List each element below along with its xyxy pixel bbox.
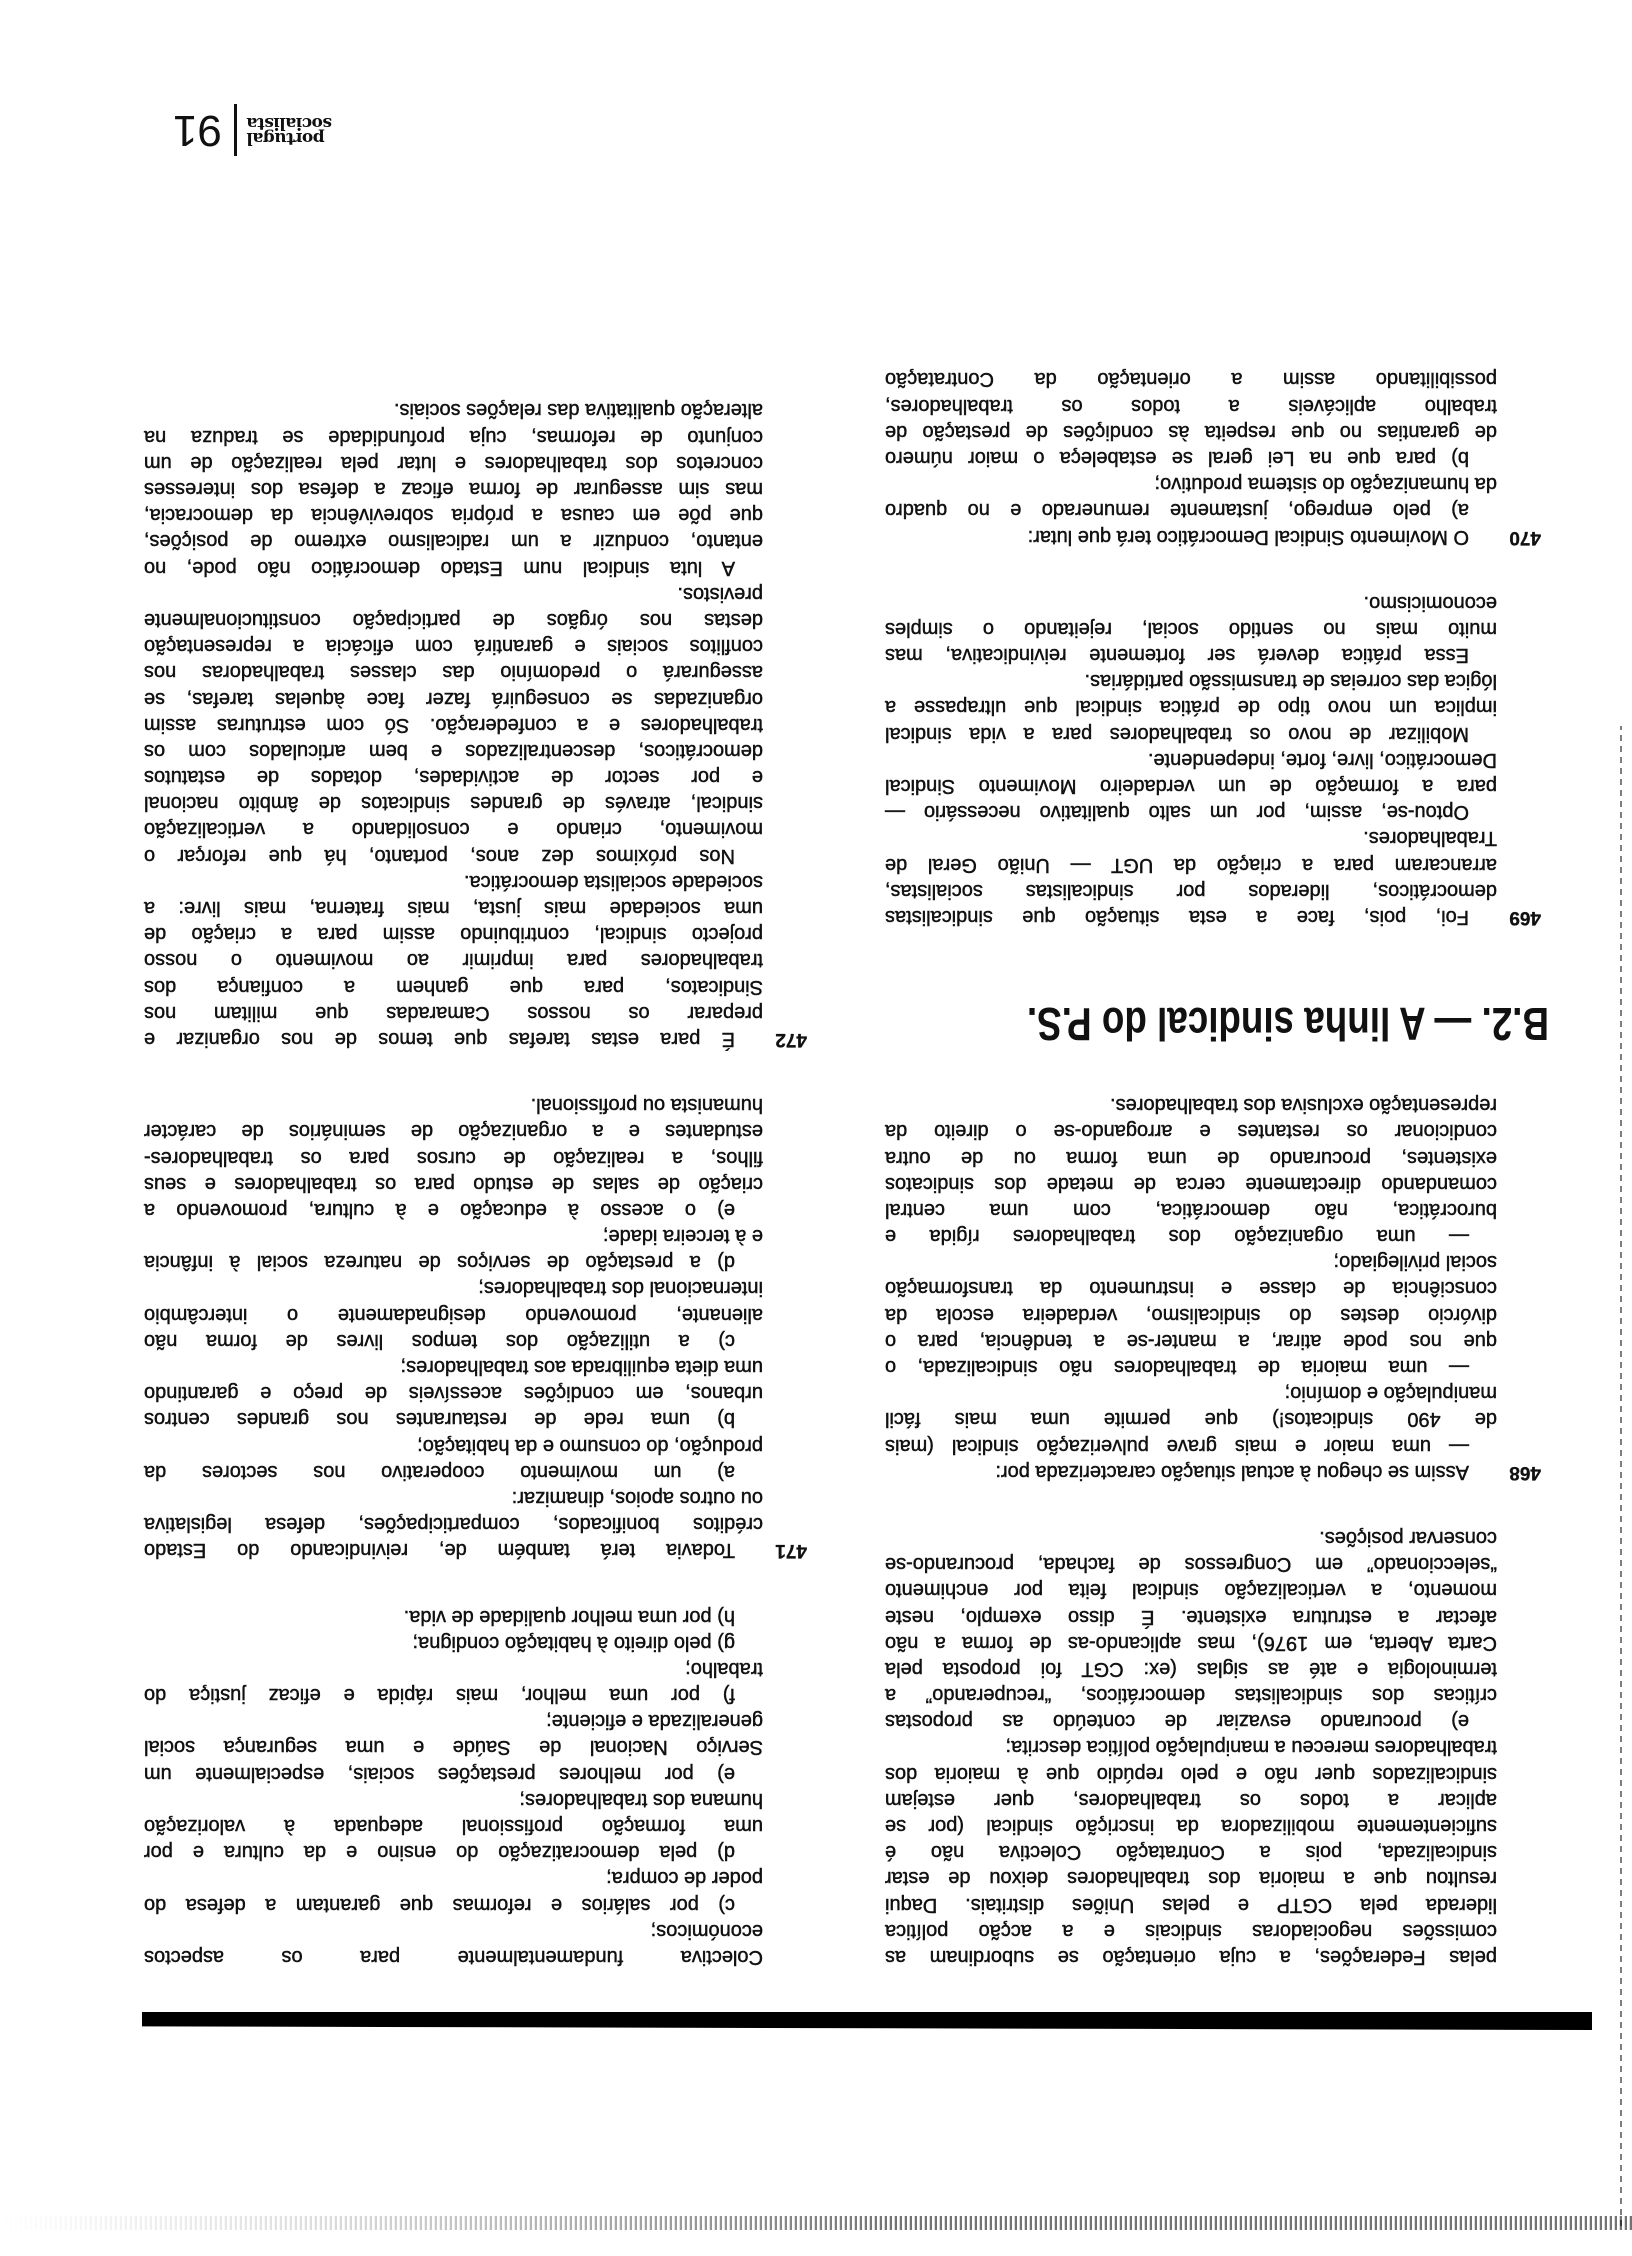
text-line: democráticos, descentralizados e bem articulados com os [144, 739, 763, 762]
text-line: alteração qualitativa das relações sociais. [393, 399, 763, 422]
text-line: sindicalizada, pois a Contratação Colectiva não é [885, 1841, 1497, 1864]
numbered-paragraph [144, 869, 807, 1052]
numbered-paragraph [144, 1485, 807, 1564]
text-line: Trabalhadores. [1363, 827, 1497, 850]
text-line: Foi, pois, face a esta situação que sindicalistas [885, 906, 1469, 928]
page-folio [173, 104, 332, 156]
text-line: lógica das correias de transmissão partidárias. [1084, 670, 1497, 693]
paragraph-number: 469 [1509, 907, 1541, 928]
text-line: humanista ou profissional. [530, 1094, 763, 1117]
paragraph [885, 366, 1497, 471]
text-line: generalizada e eficiente; [546, 1710, 763, 1733]
text-line: créditos bonificados, comparticipações, defesa legislativa [144, 1513, 763, 1536]
text-line: humana dos trabalhadores; [519, 1788, 763, 1811]
text-line: trabalhadores mereceu a manipulação política descrita; [1005, 1736, 1497, 1759]
text-line: uma sociedade mais justa, mais fraterna, mais livre: a [144, 897, 763, 920]
text-line: implica um novo tipo de prática sindical que ultrapasse a [885, 696, 1497, 719]
text-line: economicismo. [1363, 591, 1497, 614]
text-line: — uma organização dos trabalhadores rígida e [885, 1225, 1469, 1248]
text-line: Serviço Nacional de Saúde e uma segurança social [144, 1736, 763, 1759]
paragraph [885, 1092, 1497, 1249]
text-line: c) a utilização dos tempos livres de forma não [144, 1329, 735, 1352]
text-line: manipulação e domínio; [1284, 1382, 1497, 1405]
text-line: assegurará o predomínio das classes trabalhadoras nos [144, 661, 763, 684]
paragraph [144, 1603, 763, 1629]
section-heading: B.2. — A linha sindical do P.S. [1026, 998, 1549, 1050]
text-line: — uma maior e mais grave pulverização sindical (mais [885, 1434, 1469, 1457]
text-line: e à terceira idade; [602, 1225, 763, 1248]
text-line: pelas Federações, a cuja orientação se subordinam as [885, 1946, 1497, 1968]
text-line: arrancaram para a criação da UGT — União Geral de [885, 853, 1497, 876]
text-line: d) a prestação de serviços de natureza social à infância [144, 1251, 735, 1274]
text-line: b) uma rede de restaurantes nos grandes centros [144, 1408, 735, 1431]
text-line: terminologia e até as siglas (ex: CGT foi proposta pela [885, 1657, 1497, 1680]
publication-line-2: socialista [246, 113, 332, 133]
paragraph [144, 1630, 763, 1656]
text-line: Mobilizar de novo os trabalhadores para a vida sindical [885, 722, 1469, 745]
text-line: económicos; [650, 1919, 763, 1942]
text-line: democráticos, liderados por sindicalistas socialistas, [885, 879, 1497, 902]
text-line: sindicalizados quer não e pelo repúdio que à maioria dos [885, 1762, 1497, 1785]
text-line: trabalhadores para imprimir ao movimento o nosso [144, 949, 763, 972]
text-line: críticas dos sindicalistas democráticos, “recuperando” a [885, 1684, 1497, 1707]
text-line: existentes, procurando de uma forma ou de outra [885, 1146, 1497, 1169]
text-line: filhos, a realização de cursos para os trabalhadores- [144, 1146, 763, 1169]
text-line: uma formação profissional adequada à valorização [144, 1815, 763, 1838]
text-line: e) por melhores prestações sociais, especialmente um [144, 1762, 735, 1785]
text-line: poder de compra; [606, 1867, 763, 1890]
text-line: d) pela democratização do ensino e da cultura e por [144, 1841, 735, 1864]
text-line: conjunto de reformas, cuja profundidade se traduza na [144, 425, 763, 448]
right-column [144, 397, 807, 1970]
text-line: para a formação de um verdadeiro Movimento Sindical [885, 775, 1497, 798]
scan-edge-noise [0, 2216, 1632, 2230]
text-line: alienante, promovendo designadamente o intercâmbio [144, 1303, 763, 1326]
numbered-paragraph [885, 523, 1541, 549]
paragraph-number: 472 [775, 1029, 807, 1050]
paragraph [885, 1525, 1497, 1735]
text-line: aplicar a todos os trabalhadores, quer estejam [885, 1788, 1497, 1811]
text-line: “seleccionado” em Congressos de fachada, procurando-se [885, 1553, 1497, 1576]
text-line: sociedade socialista democrática. [463, 870, 763, 893]
text-line: conservar posições. [1319, 1527, 1497, 1549]
paragraph [885, 471, 1497, 523]
text-line: momento, a verticalização sindical feita por enchimento [885, 1579, 1497, 1602]
paragraph-number: 468 [1509, 1461, 1541, 1483]
text-line: projecto sindical, contribuindo assim para a criação de [144, 923, 763, 946]
text-line: É para estas tarefas que temos de nos organizar e [144, 1028, 735, 1050]
text-line: possibilitando assim a orientação da Contratação [885, 368, 1497, 391]
text-line: suficientemente mobilizadora da inscrição sindical (por se [885, 1815, 1497, 1838]
text-line: Todavia terá também de, reivindicando do Estado [144, 1539, 735, 1562]
paragraph-number: 470 [1509, 526, 1541, 548]
text-line: resultou que a maioria dos trabalhadores deixou de estar [885, 1867, 1497, 1890]
text-line: mas sim assegurar de forma eficaz a defesa dos interesses [144, 478, 763, 501]
left-column [885, 366, 1549, 1970]
text-line: uma dieta equilibrada aos trabalhadores; [400, 1356, 763, 1379]
text-line: f) por uma melhor, mais rápida e eficaz justiça do [144, 1684, 735, 1707]
text-line: trabalhadores e a confederação. Só com estruturas assim [144, 713, 763, 736]
text-line: comissões negociadoras sindicais e a acção política [885, 1919, 1497, 1942]
text-line: organizadas se conseguirá fazer face àquelas tarefas, se [144, 687, 763, 710]
text-line: muito mais no sentido social, rejeitando o simples [885, 617, 1497, 640]
text-line: A luta sindical num Estado democrático não pode, no [144, 556, 735, 579]
text-line: h) por uma melhor qualidade de vida. [403, 1605, 735, 1628]
text-line: liderada pela CGTP e pelas Uniões distritais. Daqui [885, 1893, 1497, 1916]
text-line: b) para que na Lei geral se estabeleça o maior número [885, 447, 1469, 469]
text-line: Optou-se, assim, por um salto qualitativo necessário — [885, 801, 1469, 824]
text-line: Carta Aberta, em 1976), mas aplicando-as de forma a não [885, 1631, 1497, 1654]
scan-side-edge [1620, 726, 1622, 2226]
text-line: e) procurando esvaziar de conteúdo as propostas [885, 1710, 1469, 1733]
text-line: Sindicatos, para que ganhem a confiança dos [144, 975, 763, 998]
text-line: Colectiva fundamentalmente para os aspectos [144, 1946, 763, 1968]
paragraph [144, 1787, 763, 1866]
paragraph [144, 1354, 763, 1433]
text-line: de garantias no que respeita às condições de prestação de [885, 420, 1497, 443]
text-line: condicionar os restantes e arrogando-se o direito da [885, 1120, 1497, 1143]
text-line: de 490 sindicatos!) que permite uma mais fácil [885, 1408, 1497, 1431]
text-line: a) um movimento cooperativo nos sectores da [144, 1460, 735, 1483]
paragraph [144, 1656, 763, 1708]
paragraph [144, 1708, 763, 1787]
text-line: — uma maioria de trabalhadores não sindicalizada, o [885, 1356, 1469, 1379]
text-line: urbanos, em condições acessíveis de preço e garantindo [144, 1382, 763, 1405]
numbered-paragraph [885, 1459, 1541, 1485]
paragraph [885, 1249, 1497, 1380]
text-line: estudantes e a organização de seminários de carácter [144, 1120, 763, 1143]
paragraph [144, 1918, 763, 1970]
text-line: preparar os nossos Camaradas que militam nos [144, 1001, 763, 1024]
text-line: movimento, criando e consolidando a verticalização [144, 818, 763, 841]
paragraph [885, 1734, 1497, 1970]
paragraph [144, 397, 763, 580]
paragraph [885, 590, 1497, 669]
paragraph [144, 1275, 763, 1354]
text-line: conflitos sociais e garantirá com eficácia a representação [144, 635, 763, 658]
text-line: e) o acesso à educação e à cultura, promovendo a [144, 1198, 735, 1221]
folio-divider [234, 104, 237, 156]
publication-line-1: portugal [246, 128, 325, 148]
paragraph [144, 581, 763, 869]
text-line: entanto, conduzir a um radicalismo extremo de posições, [144, 530, 763, 553]
text-line: g) pelo direito à habitação condigna; [412, 1631, 735, 1654]
page-number: 91 [172, 106, 222, 155]
text-line: trabalho aplicáveis a todos os trabalhadores, [885, 394, 1497, 417]
text-line: consciência de classe e instrumento da transformação [885, 1277, 1497, 1300]
paragraph [144, 1865, 763, 1917]
text-line: e por sector de actividades, dotados de estatutos [144, 766, 763, 789]
paragraph [885, 1380, 1497, 1459]
text-line: social privilegiado; [1333, 1251, 1497, 1274]
paragraph [885, 668, 1497, 747]
top-rule-divider [142, 2012, 1592, 2030]
text-line: afectar a estrutura existente. É disso exemplo, neste [885, 1605, 1497, 1628]
text-line: ou outros apoios, dinamizar: [511, 1487, 763, 1509]
text-line: c) por salários e reformas que garantam a defesa do [144, 1893, 735, 1916]
text-line: trabalho; [685, 1657, 763, 1680]
numbered-paragraph [885, 825, 1541, 930]
publication-logo [246, 113, 332, 148]
text-line: Democrático, livre, forte, independente. [1147, 748, 1497, 771]
text-line: Nos próximos dez anos, portanto, há que reforçar o [144, 844, 735, 867]
text-line: burocrática, não democrática, com uma central [885, 1198, 1497, 1221]
text-line: O Movimento Sindical Democrático terá que lutar: [1027, 525, 1469, 548]
text-line: produção, do consumo e da habitação; [417, 1434, 763, 1457]
text-line: comandando directamente cerca de metade dos sindicatos [885, 1172, 1497, 1195]
text-line: destas nos órgãos de participação constitucionalmente [144, 609, 763, 631]
paragraph [885, 747, 1497, 826]
paragraph-number: 471 [775, 1540, 807, 1562]
text-line: Essa prática deverá ser fortemente reivindicativa, mas [885, 644, 1469, 667]
text-line: internacional dos trabalhadores; [478, 1277, 763, 1300]
text-line: concretos dos trabalhadores e lutar pela realização de um [144, 451, 763, 474]
paragraph [144, 1092, 763, 1223]
text-line: criação de salas de estudo para os trabalhadores e seus [144, 1172, 763, 1195]
text-line: a) pelo emprego, justamente remunerado e no quadro [885, 499, 1469, 522]
text-line: que nos pode atirar, a manter-se a tendência, para o [885, 1329, 1497, 1352]
text-line: sindical, através de grandes sindicatos de âmbito nacional [144, 792, 763, 815]
text-line: Assim se chegou à actual situação caracterizada por: [995, 1460, 1469, 1483]
paragraph [144, 1223, 763, 1275]
text-line: representação exclusiva dos trabalhadores. [1110, 1094, 1497, 1117]
text-line: previstos. [677, 582, 763, 605]
text-line: que põe em causa a própria sobrevivência da democracia, [144, 504, 763, 527]
text-line: da humanização do sistema produtivo; [1154, 473, 1497, 496]
paragraph [144, 1432, 763, 1484]
text-line: divórcio destes do sindicalismo, verdadeira escola da [885, 1303, 1497, 1326]
